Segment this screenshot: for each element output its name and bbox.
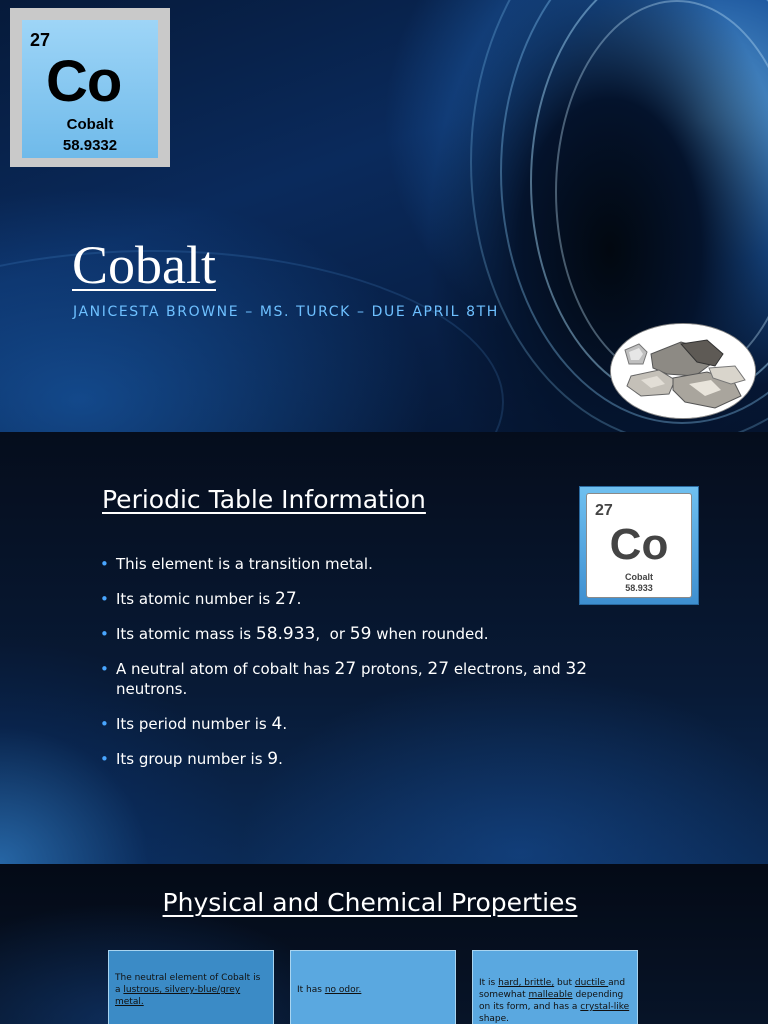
atomic-number: 27	[30, 30, 51, 50]
bullet-text: .	[282, 715, 288, 733]
bullet-text: neutrons.	[116, 680, 188, 698]
card-text-underlined: lustrous, silvery-blue/grey metal.	[115, 985, 241, 1007]
rounded-mass-value: 59	[349, 624, 372, 644]
list-item	[100, 624, 620, 644]
title-slide	[0, 0, 768, 432]
card-text-plain: It is	[479, 978, 499, 988]
card-text-plain: It has	[297, 985, 325, 995]
bullet-text: electrons, and	[449, 660, 566, 678]
element-name: Cobalt	[625, 572, 653, 582]
property-card-appearance	[108, 950, 274, 1024]
atomic-mass-value: 58.933	[255, 624, 316, 644]
card-text-underlined: hard, brittle,	[498, 978, 555, 988]
bullet-text: .	[278, 750, 283, 768]
bullet-text: Its period number is	[116, 715, 272, 733]
cobalt-ore-image	[610, 323, 756, 419]
bullet-text: Its group number is	[116, 750, 268, 768]
protons-value: 27	[334, 659, 357, 679]
card-text-plain: but	[554, 978, 575, 988]
bullet-text: Its atomic mass is	[116, 625, 256, 643]
property-card-odor	[290, 950, 456, 1024]
bullet-text: Its atomic number is	[116, 590, 275, 608]
bullet-text: protons,	[356, 660, 428, 678]
slide-title: Physical and Chemical Properties	[162, 888, 578, 917]
element-symbol: Co	[46, 49, 122, 114]
properties-slide	[0, 864, 768, 1024]
periodic-info-slide	[0, 432, 768, 864]
property-card-texture	[472, 950, 638, 1024]
period-value: 4	[271, 714, 283, 734]
element-name: Cobalt	[66, 116, 114, 133]
list-item	[100, 589, 620, 609]
group-value: 9	[267, 749, 279, 769]
list-item	[100, 714, 620, 734]
card-text	[479, 977, 631, 1024]
card-text	[297, 984, 361, 996]
ore-icon	[611, 324, 755, 418]
card-text-plain: and somewhat	[479, 978, 626, 1000]
card-text-underlined: ductile	[574, 978, 609, 988]
atomic-mass: 58.933	[625, 583, 653, 593]
card-text-underlined: no odor.	[324, 985, 362, 995]
neutrons-value: 32	[565, 659, 588, 679]
electrons-value: 27	[427, 659, 450, 679]
slide-title: Periodic Table Information	[102, 485, 426, 514]
bullet-text: .	[296, 590, 302, 608]
card-text-underlined: malleable	[528, 990, 573, 1000]
atomic-mass: 58.9332	[62, 137, 118, 154]
atomic-number-value: 27	[275, 589, 297, 609]
card-text-plain: depending on its form, and has a	[479, 990, 624, 1012]
bullet-text: when rounded.	[371, 625, 489, 643]
card-text-underlined: crystal-like	[580, 1002, 630, 1012]
atomic-number: 27	[595, 502, 613, 519]
card-text-plain: shape.	[479, 1014, 510, 1024]
list-item	[100, 554, 620, 574]
info-bullet-list	[100, 554, 620, 784]
bullet-text: A neutral atom of cobalt has	[116, 660, 335, 678]
list-item	[100, 659, 620, 699]
element-tile-cobalt	[10, 8, 170, 167]
list-item	[100, 749, 620, 769]
card-text	[115, 972, 267, 1008]
slide-subtitle: JANICESTA BROWNE – MS. TURCK – DUE APRIL 8TH	[73, 304, 499, 320]
bullet-text: , or	[315, 625, 350, 643]
slide-title: Cobalt	[72, 235, 216, 295]
bullet-text: This element is a transition metal.	[116, 555, 373, 573]
element-tile-cobalt	[579, 486, 699, 605]
element-tile-inner	[586, 493, 692, 598]
card-text-plain: The neutral element of Cobalt is a	[115, 973, 261, 995]
element-symbol: Co	[609, 520, 669, 569]
